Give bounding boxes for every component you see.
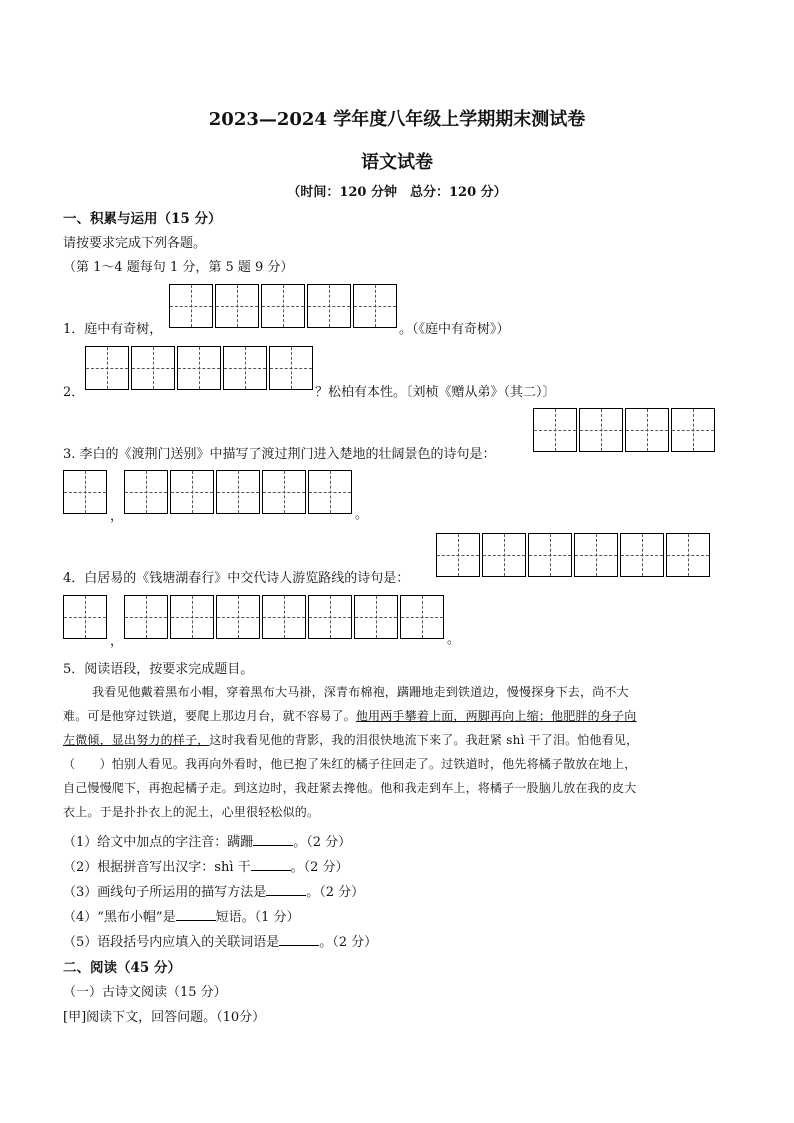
subq-2 bbox=[63, 856, 349, 875]
q2-answer-grid[interactable] bbox=[85, 346, 313, 390]
grid-cell[interactable] bbox=[400, 595, 444, 639]
time-info: （时间：120 分钟 总分：120 分） bbox=[287, 185, 507, 200]
subq-5 bbox=[63, 931, 377, 950]
grid-cell[interactable] bbox=[63, 470, 107, 514]
exam-title: 2023—2024 学年度八年级上学期期末测试卷 bbox=[208, 109, 586, 130]
subq-1 bbox=[63, 831, 351, 850]
section-2-sub-1a: [甲]阅读下文，回答问题。（10分） bbox=[63, 1010, 266, 1025]
subq-2-text: （2）根据拼音写出汉字：shì 干 bbox=[63, 860, 251, 875]
underlined-sentence-part-1: 他用两手攀着上面，两脚再向上缩；他肥胖的身子向 bbox=[355, 709, 637, 723]
grid-cell[interactable] bbox=[308, 470, 352, 514]
subq-1-text: （1）给文中加点的字注音：蹒跚 bbox=[63, 835, 254, 850]
underlined-sentence-part-2: 左微倾，显出努力的样子， bbox=[63, 733, 210, 747]
subq-5-text: （5）语段括号内应填入的关联词语是 bbox=[63, 935, 280, 950]
grid-cell[interactable] bbox=[307, 284, 351, 328]
q3-comma: ， bbox=[110, 509, 124, 524]
subq-2-score: 。（2 分） bbox=[290, 860, 349, 875]
grid-cell[interactable] bbox=[269, 346, 313, 390]
grid-cell[interactable] bbox=[261, 284, 305, 328]
q4-answer-grid-a[interactable] bbox=[436, 533, 710, 577]
passage-line-5: 自己慢慢爬下，再抱起橘子走。到这边时，我赶紧去搀他。他和我走到车上，将橘子一股脑儿放在我的皮大 bbox=[63, 781, 637, 795]
grid-cell[interactable] bbox=[354, 595, 398, 639]
grid-cell[interactable] bbox=[124, 470, 168, 514]
grid-cell[interactable] bbox=[625, 408, 669, 452]
q3-answer-grid-b[interactable] bbox=[63, 470, 107, 514]
grid-cell[interactable] bbox=[124, 595, 168, 639]
subq-1-score: 。（2 分） bbox=[293, 835, 352, 850]
passage-line-2-plain: 难。可是他穿过铁道，要爬上那边月台，就不容易了。 bbox=[63, 709, 356, 723]
q2-suffix: ？松柏有本性。〔刘桢《赠从弟》（其二）〕 bbox=[315, 385, 556, 400]
q4-end: 。 bbox=[447, 632, 461, 647]
section-1-note: （第 1～4 题每句 1 分，第 5 题 9 分） bbox=[63, 260, 294, 275]
q1-suffix: 。（《庭中有奇树》） bbox=[399, 322, 510, 337]
subq-4-text: （4）“黑布小帽”是 bbox=[63, 910, 176, 925]
q4-answer-grid-b[interactable] bbox=[63, 595, 107, 639]
grid-cell[interactable] bbox=[574, 533, 618, 577]
grid-cell[interactable] bbox=[131, 346, 175, 390]
section-1-heading: 一、积累与运用（15 分） bbox=[63, 211, 222, 227]
subq-4-score: 短语。（1 分） bbox=[215, 910, 300, 925]
q4-answer-grid-c[interactable] bbox=[124, 595, 444, 639]
grid-cell[interactable] bbox=[262, 470, 306, 514]
subq-3 bbox=[63, 881, 364, 900]
passage-line-6: 衣上。于是扑扑衣上的泥土，心里很轻松似的。 bbox=[63, 805, 320, 819]
grid-cell[interactable] bbox=[169, 284, 213, 328]
passage-line-3 bbox=[63, 731, 638, 748]
grid-cell[interactable] bbox=[170, 595, 214, 639]
q3-text: 3. 李白的《渡荆门送别》中描写了渡过荆门进入楚地的壮阔景色的诗句是： bbox=[63, 447, 496, 462]
q3-end: 。 bbox=[355, 507, 369, 522]
grid-cell[interactable] bbox=[63, 595, 107, 639]
subq-3-text: （3）画线句子所运用的描写方法是 bbox=[63, 885, 267, 900]
section-1-instruction: 请按要求完成下列各题。 bbox=[63, 236, 207, 251]
grid-cell[interactable] bbox=[223, 346, 267, 390]
answer-blank[interactable] bbox=[279, 933, 319, 946]
subq-3-score: 。（2 分） bbox=[306, 885, 365, 900]
answer-blank[interactable] bbox=[253, 833, 293, 846]
section-2-heading: 二、阅读（45 分） bbox=[63, 960, 181, 976]
grid-cell[interactable] bbox=[262, 595, 306, 639]
grid-cell[interactable] bbox=[170, 470, 214, 514]
grid-cell[interactable] bbox=[528, 533, 572, 577]
passage-line-2 bbox=[63, 707, 636, 724]
grid-cell[interactable] bbox=[666, 533, 710, 577]
q1-prefix: 1．庭中有奇树， bbox=[63, 322, 163, 337]
section-2-sub-1: （一）古诗文阅读（15 分） bbox=[63, 985, 227, 1000]
grid-cell[interactable] bbox=[216, 470, 260, 514]
q3-answer-grid-a[interactable] bbox=[533, 408, 715, 452]
answer-blank[interactable] bbox=[251, 858, 291, 871]
q2-prefix: 2． bbox=[63, 385, 85, 400]
answer-blank[interactable] bbox=[266, 883, 306, 896]
grid-cell[interactable] bbox=[671, 408, 715, 452]
grid-cell[interactable] bbox=[85, 346, 129, 390]
q1-answer-grid[interactable] bbox=[169, 284, 397, 328]
grid-cell[interactable] bbox=[177, 346, 221, 390]
q4-comma: ， bbox=[110, 634, 124, 649]
grid-cell[interactable] bbox=[579, 408, 623, 452]
q5-text: 5．阅读语段，按要求完成题目。 bbox=[63, 662, 254, 677]
subject-title: 语文试卷 bbox=[361, 152, 433, 173]
subq-5-score: 。（2 分） bbox=[319, 935, 378, 950]
grid-cell[interactable] bbox=[353, 284, 397, 328]
q4-text: 4．白居易的《钱塘湖春行》中交代诗人游览路线的诗句是： bbox=[63, 571, 410, 586]
passage-line-1: 我看见他戴着黑布小帽，穿着黑布大马褂，深青布棉袍，蹒跚地走到铁道边，慢慢探身下去，尚不大 bbox=[92, 685, 629, 699]
subq-4 bbox=[63, 906, 299, 925]
q3-answer-grid-c[interactable] bbox=[124, 470, 352, 514]
grid-cell[interactable] bbox=[215, 284, 259, 328]
grid-cell[interactable] bbox=[620, 533, 664, 577]
grid-cell[interactable] bbox=[482, 533, 526, 577]
answer-blank[interactable] bbox=[176, 908, 216, 921]
grid-cell[interactable] bbox=[216, 595, 260, 639]
passage-line-3-plain: 这时我看见他的背影，我的泪很快地流下来了。我赶紧 shì 干了泪。怕他看见， bbox=[209, 733, 639, 747]
grid-cell[interactable] bbox=[533, 408, 577, 452]
grid-cell[interactable] bbox=[308, 595, 352, 639]
grid-cell[interactable] bbox=[436, 533, 480, 577]
passage-line-4: （ ）怕别人看见。我再向外看时，他已抱了朱红的橘子往回走了。过铁道时，他先将橘子散放在地上， bbox=[63, 757, 637, 771]
